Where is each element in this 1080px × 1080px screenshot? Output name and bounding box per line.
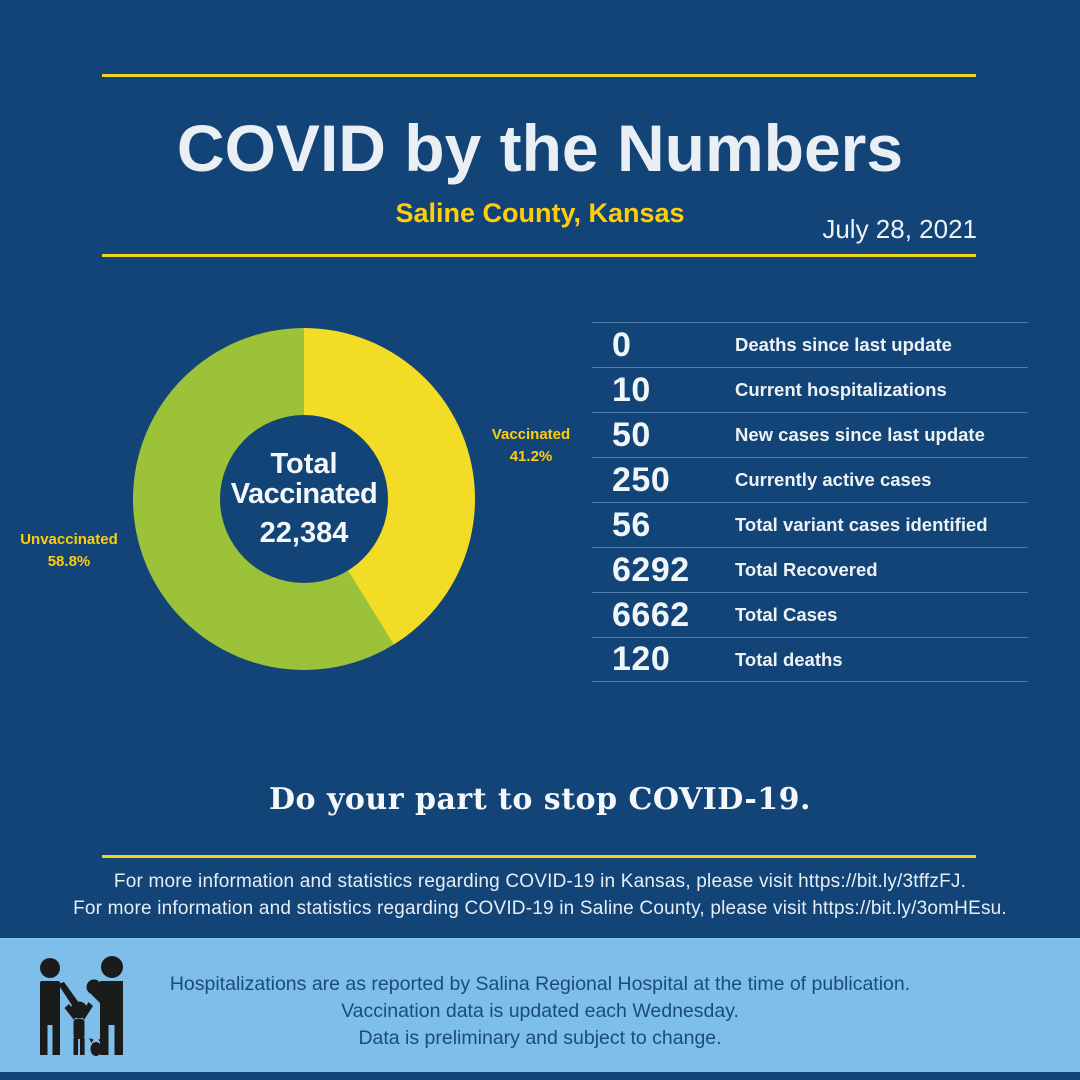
table-row	[592, 637, 1028, 682]
unvaccinated-slice-pct: 58.8%	[47, 553, 91, 570]
table-row	[592, 322, 1028, 367]
call-to-action-text: Do your part to stop COVID-19.	[269, 782, 811, 817]
donut-center-label-line2: Vaccinated	[230, 477, 378, 510]
stat-label: Total deaths	[735, 648, 843, 670]
footnote-line-vaccination: Vaccination data is updated each Wednesday.	[341, 1000, 739, 1022]
unvaccinated-slice-label	[8, 529, 130, 573]
donut-chart	[133, 328, 475, 670]
footer-divider-line	[102, 855, 976, 858]
stat-value: 250	[612, 460, 671, 499]
top-divider-line	[102, 74, 976, 77]
header-divider-line	[102, 254, 976, 257]
stat-label: Total Recovered	[735, 559, 878, 580]
report-date: July 28, 2021	[822, 214, 977, 244]
unvaccinated-slice-name: Unvaccinated	[20, 531, 118, 548]
stat-label: Total Cases	[735, 604, 838, 625]
stat-value: 10	[612, 370, 651, 409]
page-title: COVID by the Numbers	[176, 111, 904, 185]
donut-center	[220, 415, 388, 583]
table-row	[592, 502, 1028, 547]
info-link-line-kansas: For more information and statistics regarding COVID-19 in Kansas, please visit https://bit.ly/3tffzFJ.	[113, 871, 967, 892]
table-row	[592, 547, 1028, 592]
table-row	[592, 457, 1028, 502]
donut-center-value: 22,384	[259, 516, 349, 549]
vaccinated-slice-pct: 41.2%	[509, 448, 553, 465]
footer-band	[0, 938, 1080, 1072]
stat-value: 50	[612, 415, 651, 454]
page-subtitle: Saline County, Kansas	[395, 198, 685, 228]
stat-value: 120	[612, 640, 671, 678]
footnote-text	[0, 971, 1080, 1052]
stat-label: Total variant cases identified	[735, 514, 988, 535]
stat-label: New cases since last update	[735, 424, 985, 445]
stat-value: 56	[612, 505, 651, 544]
footnote-line-preliminary: Data is preliminary and subject to change.	[358, 1027, 722, 1049]
vaccinated-slice-name: Vaccinated	[491, 426, 571, 443]
table-row	[592, 367, 1028, 412]
footnote-line-hospitalizations: Hospitalizations are as reported by Salina Regional Hospital at the time of publication.	[169, 973, 911, 995]
stat-label: Current hospitalizations	[735, 379, 947, 400]
stats-table	[592, 322, 1028, 682]
stat-value: 6292	[612, 550, 690, 589]
donut-center-label-line1: Total	[270, 447, 338, 480]
table-row	[592, 592, 1028, 637]
table-row	[592, 412, 1028, 457]
stat-value: 0	[612, 325, 632, 364]
stat-label: Deaths since last update	[735, 334, 952, 355]
stat-value: 6662	[612, 595, 690, 634]
stat-label: Currently active cases	[735, 469, 932, 490]
info-link-line-saline: For more information and statistics regarding COVID-19 in Saline County, please visit https://bit.ly/3omHEsu.	[73, 898, 1007, 919]
vaccinated-slice-label	[466, 424, 596, 468]
